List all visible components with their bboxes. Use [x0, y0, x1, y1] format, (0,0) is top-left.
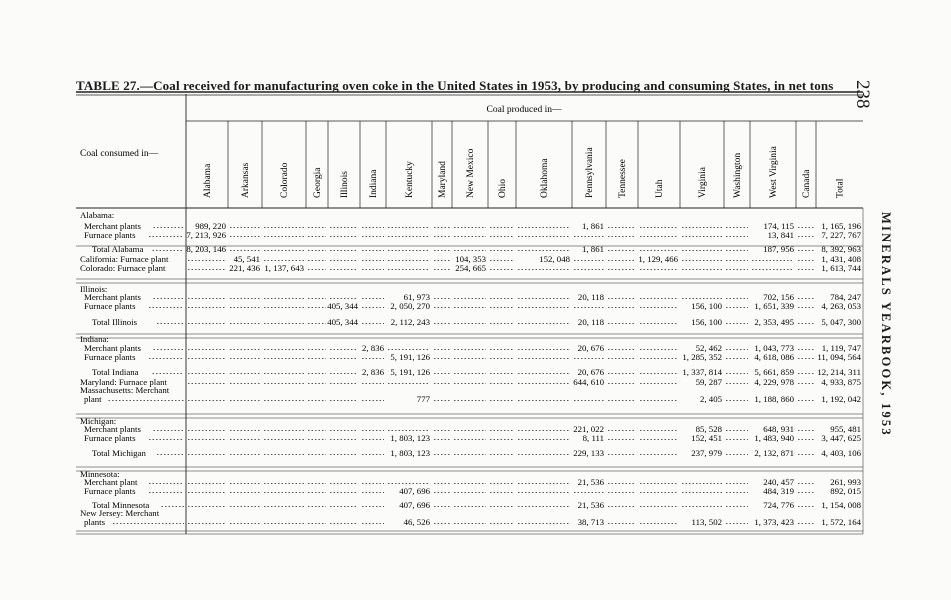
- table-cell: 1, 803, 123: [390, 448, 430, 458]
- table-cell: 45, 541: [233, 254, 260, 264]
- table-cell: 2, 836: [362, 367, 384, 377]
- table-cell: 484, 319: [763, 486, 794, 496]
- table-cell: 1, 285, 352: [682, 352, 722, 362]
- table-cell: 2, 353, 495: [754, 317, 794, 327]
- table-cell: 3, 447, 625: [821, 433, 861, 443]
- row-label: Total Alabama: [92, 244, 144, 254]
- column-header: Canada: [802, 169, 812, 198]
- table-cell: 240, 457: [763, 477, 794, 487]
- table-cell: 405, 344: [327, 317, 358, 327]
- table-cell: 1, 373, 423: [754, 517, 794, 527]
- row-label: Indiana:: [80, 334, 109, 344]
- column-header: Indiana: [369, 169, 379, 198]
- row-label: Michigan:: [80, 416, 117, 426]
- row-label: Merchant plants: [84, 343, 141, 353]
- row-label: plant: [84, 394, 102, 404]
- column-header: Alabama: [203, 163, 213, 198]
- table-cell: 237, 979: [691, 448, 722, 458]
- table-cell: 1, 192, 042: [821, 394, 861, 404]
- table-cell: 1, 119, 747: [821, 343, 861, 353]
- table-cell: 5, 191, 126: [390, 367, 430, 377]
- table-cell: 59, 287: [695, 377, 722, 387]
- row-label: Illinois:: [80, 284, 108, 294]
- table-cell: 702, 156: [763, 292, 794, 302]
- row-label: Total Michigan: [92, 448, 146, 458]
- table-cell: 777: [416, 394, 430, 404]
- column-header: Illinois: [340, 171, 350, 198]
- table-cell: 8, 392, 963: [821, 244, 861, 254]
- row-label: Minnesota:: [80, 469, 120, 479]
- table-cell: 4, 229, 978: [754, 377, 794, 387]
- table-cell: 261, 993: [830, 477, 861, 487]
- table-cell: 21, 536: [577, 500, 604, 510]
- table-cell: 1, 154, 008: [821, 500, 861, 510]
- table-cell: 221, 022: [573, 424, 604, 434]
- column-header: Utah: [655, 179, 665, 198]
- row-label: Merchant plants: [84, 292, 141, 302]
- table-cell: 407, 696: [399, 486, 430, 496]
- column-header: Colorado: [280, 162, 290, 198]
- table-cell: 187, 956: [763, 244, 794, 254]
- table-cell: 85, 528: [695, 424, 722, 434]
- column-header: West Virginia: [769, 146, 779, 198]
- row-label: Merchant plants: [84, 221, 141, 231]
- table-cell: 221, 436: [229, 263, 260, 273]
- row-label: Total Indiana: [92, 367, 139, 377]
- table-cell: 1, 129, 466: [638, 254, 678, 264]
- table-cell: 11, 094, 564: [817, 352, 861, 362]
- table-cell: 4, 618, 086: [754, 352, 794, 362]
- row-label: Furnace plants: [84, 230, 136, 240]
- column-header: Ohio: [498, 179, 508, 198]
- row-label: Total Illinois: [92, 317, 138, 327]
- table-cell: 644, 610: [573, 377, 604, 387]
- table-cell: 12, 214, 311: [817, 367, 861, 377]
- table-cell: 1, 861: [582, 244, 604, 254]
- table-cell: 21, 536: [577, 477, 604, 487]
- table-cell: 2, 132, 871: [754, 448, 794, 458]
- table-cell: 5, 047, 300: [821, 317, 861, 327]
- column-header: Pennsylvania: [585, 147, 595, 198]
- table-cell: 254, 665: [455, 263, 486, 273]
- table-cell: 20, 676: [577, 343, 604, 353]
- row-label: Merchant plants: [84, 424, 141, 434]
- table-cell: 156, 100: [691, 317, 722, 327]
- table-cell: 989, 220: [195, 221, 226, 231]
- page-number: 238: [852, 80, 873, 109]
- table-cell: 174, 115: [763, 221, 794, 231]
- table-cell: 1, 165, 196: [821, 221, 861, 231]
- table-cell: 5, 191, 126: [390, 352, 430, 362]
- table-cell: 2, 405: [700, 394, 722, 404]
- table-cell: 8, 203, 146: [186, 244, 226, 254]
- column-header: Maryland: [438, 161, 448, 198]
- table-cell: 156, 100: [691, 301, 722, 311]
- table-cell: 20, 118: [577, 292, 604, 302]
- table-cell: 1, 188, 860: [754, 394, 794, 404]
- column-header: Oklahoma: [540, 158, 550, 198]
- row-label: New Jersey: Merchant: [80, 508, 160, 518]
- row-label: Alabama:: [80, 210, 115, 220]
- row-label: Total Minnesota: [92, 500, 150, 510]
- table-cell: 5, 661, 859: [754, 367, 794, 377]
- table-cell: 892, 015: [830, 486, 861, 496]
- table-cell: 724, 776: [763, 500, 794, 510]
- table-cell: 784, 247: [830, 292, 861, 302]
- table-cell: 1, 337, 814: [682, 367, 722, 377]
- running-head: MINERALS YEARBOOK, 1953: [879, 212, 893, 437]
- table-cell: 113, 502: [691, 517, 722, 527]
- row-label: Colorado: Furnace plant: [80, 263, 166, 273]
- table-cell: 1, 137, 643: [264, 263, 304, 273]
- table-cell: 1, 803, 123: [390, 433, 430, 443]
- table-cell: 407, 696: [399, 500, 430, 510]
- stub-header: Coal consumed in—: [80, 149, 159, 159]
- table-cell: 20, 676: [577, 367, 604, 377]
- table-cell: 52, 462: [695, 343, 722, 353]
- table-cell: 1, 572, 164: [821, 517, 861, 527]
- row-label: plants: [84, 517, 106, 527]
- table-cell: 1, 651, 339: [754, 301, 794, 311]
- group-header: Coal produced in—: [486, 105, 562, 115]
- table-cell: 104, 353: [455, 254, 486, 264]
- table-cell: 2, 836: [362, 343, 384, 353]
- table-cell: 2, 050, 270: [390, 301, 430, 311]
- table-cell: 1, 431, 408: [821, 254, 861, 264]
- table-cell: 2, 112, 243: [390, 317, 430, 327]
- column-header: Washington: [733, 152, 743, 198]
- column-header: Total: [835, 178, 846, 198]
- table-cell: 152, 048: [539, 254, 570, 264]
- row-label: Merchant plant: [84, 477, 138, 487]
- table-cell: 4, 403, 106: [821, 448, 861, 458]
- table-cell: 7, 213, 926: [186, 230, 226, 240]
- table-cell: 1, 483, 940: [754, 433, 794, 443]
- row-label: Furnace plants: [84, 301, 136, 311]
- column-header: Kentucky: [405, 161, 415, 198]
- table-cell: 1, 043, 773: [754, 343, 794, 353]
- table-cell: 61, 973: [403, 292, 430, 302]
- column-header: Arkansas: [241, 162, 251, 198]
- column-header: Virginia: [698, 167, 708, 198]
- table-cell: 955, 481: [830, 424, 861, 434]
- row-label: Furnace plants: [84, 352, 136, 362]
- row-label: Massachusetts: Merchant: [80, 385, 170, 395]
- table-cell: 13, 841: [767, 230, 794, 240]
- table-cell: 152, 451: [691, 433, 722, 443]
- row-label: California: Furnace plant: [80, 254, 169, 264]
- table-cell: 648, 931: [763, 424, 794, 434]
- table-cell: 8, 111: [582, 433, 604, 443]
- table-cell: 405, 344: [327, 301, 358, 311]
- table-title: TABLE 27.—Coal received for manufacturing oven coke in the United States in 1953, by producing and consuming States, in net tons: [76, 78, 834, 93]
- table-cell: 1, 861: [582, 221, 604, 231]
- table-cell: 38, 713: [577, 517, 604, 527]
- table-cell: 229, 133: [573, 448, 604, 458]
- row-label: Maryland: Furnace plant: [80, 377, 167, 387]
- table-cell: 4, 263, 053: [821, 301, 861, 311]
- column-header: Tennessee: [618, 159, 628, 198]
- table-cell: 20, 118: [577, 317, 604, 327]
- row-label: Furnace plants: [84, 486, 136, 496]
- column-header: New Mexico: [466, 148, 476, 198]
- table-cell: 4, 933, 875: [821, 377, 861, 387]
- table-cell: 46, 526: [403, 517, 430, 527]
- table-cell: 7, 227, 767: [821, 230, 861, 240]
- row-label: Furnace plants: [84, 433, 136, 443]
- table-cell: 1, 613, 744: [821, 263, 861, 273]
- column-header: Georgia: [313, 167, 323, 198]
